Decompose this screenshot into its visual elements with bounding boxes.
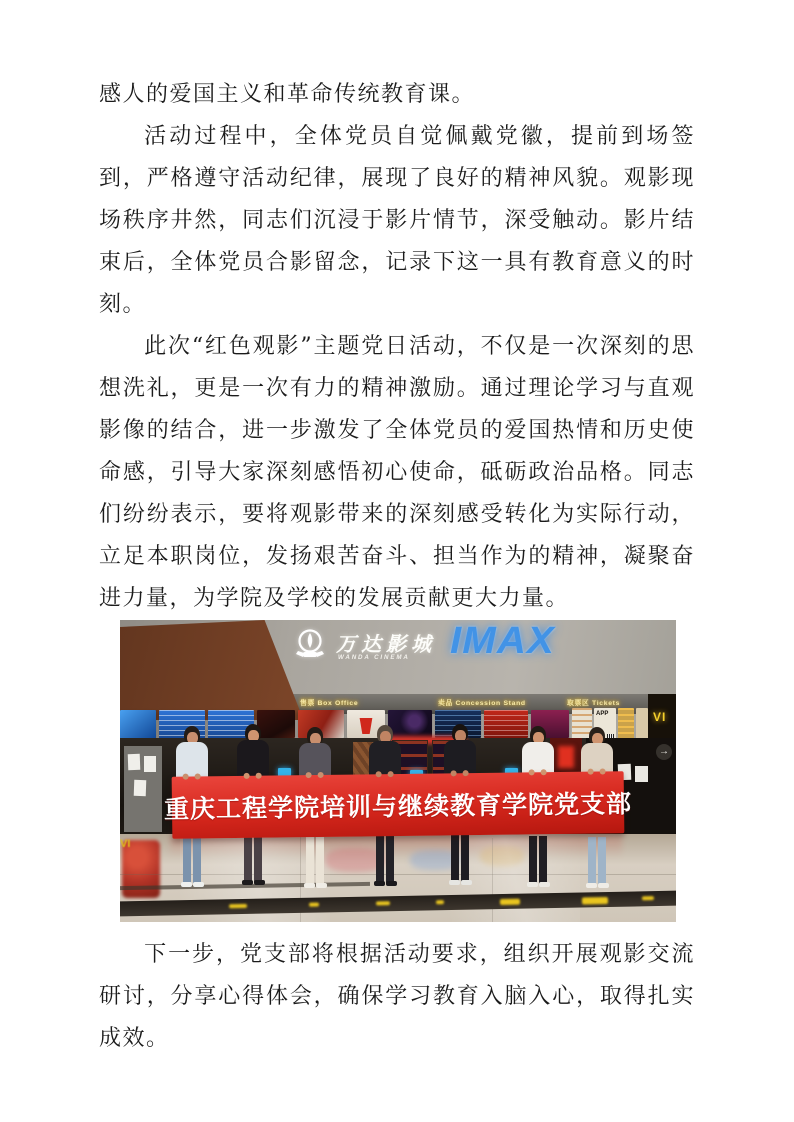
person-leg	[386, 835, 394, 883]
person-hand	[529, 769, 535, 775]
person-hand	[588, 769, 594, 775]
paragraph: 活动过程中，全体党员自觉佩戴党徽，提前到场签到，严格遵守活动纪律，展现了良好的精神风貌。观影现场秩序井然，同志们沉浸于影片情节，深受触动。影片结束后，全体党员合影留念，记录下这一具有教育意义的时刻。	[99, 124, 695, 317]
vip-sign-reflection: VI	[120, 838, 131, 850]
red-banner	[163, 771, 633, 839]
person-hand	[183, 774, 189, 780]
person-hand	[306, 772, 312, 778]
person-leg	[451, 834, 459, 882]
person-shoe	[449, 880, 460, 885]
person-leg	[306, 837, 314, 885]
person-hand	[541, 769, 547, 775]
person-shoe	[539, 882, 550, 887]
banner-text: 重庆工程学院培训与继续教育学院党支部	[163, 790, 633, 824]
paragraph: 此次“红色观影”主题党日活动，不仅是一次深刻的思想洗礼，更是一次有力的精神激励。通过理论学习与直观影像的结合，进一步激发了全体党员的爱国热情和历史使命感，引导大家深刻感悟初心使命，砥砺政治品格。同志们纷纷表示，要将观影带来的深刻感受转化为实际行动，立足本职岗位，发扬艰苦奋斗、担当作为的精神，凝聚奋进力量，为学院及学校的发展贡献更大力量。	[99, 334, 695, 611]
person-leg	[316, 837, 324, 885]
person-shoe	[586, 883, 597, 888]
person-shoe	[316, 883, 327, 888]
person-shoe	[254, 880, 265, 885]
person-leg	[588, 837, 596, 885]
concession-sign: 卖品 Concession Stand	[438, 699, 526, 708]
person-shoe	[461, 880, 472, 885]
person-hand	[318, 772, 324, 778]
person-shoe	[386, 881, 397, 886]
paragraph: 感人的爱国主义和革命传统教育课。	[99, 82, 476, 107]
activity-photo	[120, 620, 676, 922]
person-leg	[193, 836, 201, 884]
person-hand	[451, 770, 457, 776]
person-leg	[539, 836, 547, 884]
app-label: APP	[596, 710, 609, 717]
person-leg	[244, 834, 252, 882]
vip-sign: VI	[653, 710, 667, 724]
person-shoe	[181, 882, 192, 887]
box-office-sign: 售票 Box Office	[300, 699, 359, 708]
person-leg	[598, 837, 606, 885]
arrow-sign-icon: →	[656, 744, 672, 760]
person-hand	[256, 773, 262, 779]
person-shoe	[242, 880, 253, 885]
imax-sign: IMAX	[450, 620, 555, 662]
person-leg	[183, 836, 191, 884]
person-hand	[600, 768, 606, 774]
tickets-sign: 取票区 Tickets	[567, 699, 621, 708]
wanda-name-chinese: 万达影城	[336, 634, 436, 656]
person-shoe	[304, 883, 315, 888]
person-hand	[388, 771, 394, 777]
person-shoe	[527, 882, 538, 887]
person-shoe	[193, 882, 204, 887]
paragraph: 下一步，党支部将根据活动要求，组织开展观影交流研讨，分享心得体会，确保学习教育入脑入心，取得扎实成效。	[99, 942, 695, 1051]
person-shoe	[374, 881, 385, 886]
person-leg	[376, 835, 384, 883]
article	[99, 74, 695, 1060]
person-leg	[529, 836, 537, 884]
person-leg	[254, 834, 262, 882]
person-hand	[376, 771, 382, 777]
person-hand	[463, 770, 469, 776]
person-hand	[244, 773, 250, 779]
person-shoe	[598, 883, 609, 888]
person-hand	[195, 773, 201, 779]
person-leg	[461, 834, 469, 882]
wanda-name-english: WANDA CINEMA	[338, 654, 410, 661]
